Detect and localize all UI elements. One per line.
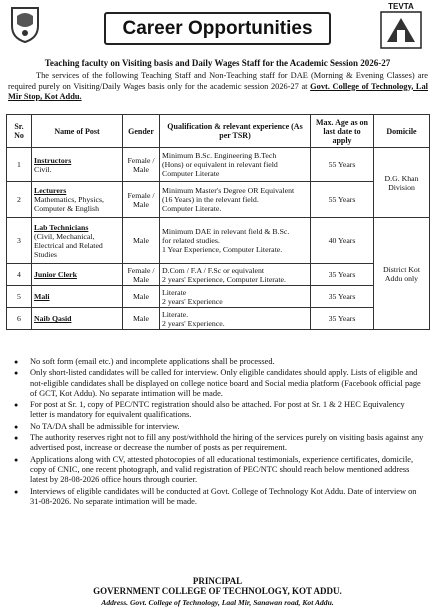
row-post <box>32 148 123 182</box>
post-title: Naib Qasid <box>34 314 72 323</box>
post-subtitle: Civil. <box>34 164 52 174</box>
row-qualification <box>160 264 311 286</box>
table-row <box>7 182 430 218</box>
note-item: ● No TA/DA shall be admissible for interview. <box>14 422 424 432</box>
row-sr: 5 <box>7 286 32 308</box>
table-row <box>7 308 430 330</box>
qualification-line: Minimum DAE in relevant field & B.Sc. <box>162 227 290 236</box>
note-item: ● No soft form (email etc.) and incomplete applications shall be processed. <box>14 357 424 367</box>
note-item: ● Applications along with CV, attested photocopies of all educational testimonials, experience certificates, domicile, copy of CNIC, one recent photograph, and valid registration of PEC/NTC should reach below mentioned address latest by 28-08-2026 office hours through courier. <box>14 455 424 486</box>
tevta-logo <box>375 2 427 52</box>
row-age: 55 Years <box>311 148 374 182</box>
header-post-name: Name of Post <box>32 115 123 148</box>
domicile-dg-khan: D.G. Khan Division <box>374 148 430 218</box>
table-row <box>7 286 430 308</box>
row-qualification <box>160 308 311 330</box>
qualification-line: 2 years' Experience. <box>162 318 225 328</box>
note-item: ● The authority reserves right not to fill any post/withhold the hiring of the services purely on visiting basis against any advertised post, increase or decrease the number of posts as per requirement. <box>14 433 424 453</box>
footer-address: Address. Govt. College of Technology, Laal Mir, Sanawan road, Kot Addu. <box>101 598 334 607</box>
post-title: Instructors <box>34 155 72 165</box>
intro-college-address: Govt. College of Technology, Lal Mir Stop, Kot Addu. <box>8 81 429 101</box>
table-row <box>7 218 430 264</box>
post-title: Junior Clerk <box>34 270 77 279</box>
post-subtitle: (Civil, Mechanical, Electrical and Related Studies <box>34 231 103 259</box>
header-gender: Gender <box>123 115 160 148</box>
header-max-age: Max. Age as on last date to apply <box>311 115 374 148</box>
note-item: ● Interviews of eligible candidates will be conducted at Govt. College of Technology Kot Addu. Date of interview on 31-08-2026. No separate intimation will be made. <box>14 487 424 507</box>
qualification-line: Computer Literate <box>162 169 220 178</box>
post-title: Lecturers <box>34 186 67 195</box>
qualification-line: Minimum B.Sc. Engineering B.Tech <box>162 151 277 160</box>
table-row <box>7 264 430 286</box>
row-qualification <box>160 148 311 182</box>
qualification-line: Computer Literate. <box>162 204 222 213</box>
header-qualification: Qualification & relevant experience (As per TSR) <box>160 115 311 148</box>
qualification-line: Literate <box>162 287 187 297</box>
header-domicile: Domicile <box>374 115 430 148</box>
qualification-line: for related studies. <box>162 236 220 245</box>
row-age: 35 Years <box>311 264 374 286</box>
qualification-line: D.Com / F.A / F.Sc or equivalent <box>162 265 265 275</box>
note-item: ● For post at Sr. 1, copy of PEC/NTC registration should also be attached. For post at Sr. 1 & 2 HEC Equivalency letter is mandatory for equivalent qualifications. <box>14 400 424 420</box>
row-sr: 6 <box>7 308 32 330</box>
qualification-line: 2 years' Experience, Computer Literate. <box>162 274 286 284</box>
row-gender: Female / Male <box>123 264 160 286</box>
row-post <box>32 286 123 308</box>
post-title: Lab Technicians <box>34 222 89 232</box>
row-qualification <box>160 218 311 264</box>
qualification-line: (Hons) or equivalent in relevant field <box>162 160 278 169</box>
subheading: Teaching faculty on Visiting basis and Daily Wages Staff for the Academic Session 2026-27 <box>44 58 391 68</box>
row-post <box>32 218 123 264</box>
qualification-line: Literate. <box>162 309 189 319</box>
row-sr: 1 <box>7 148 32 182</box>
notes-list <box>14 357 424 508</box>
intro-text: The services of the following Teaching Staff and Non-Teaching staff for DAE (Morning & Evening Classes) are required purely on Visiting/Daily Wages basis only for the academic session 2026-27 at <box>8 71 428 91</box>
row-gender: Male <box>123 308 160 330</box>
note-item: ● Only short-listed candidates will be called for interview. Only eligible candidates should apply. Lists of eligible and not-eligible candidates shall be displayed on college notice board and Social media platform (Facebook official page of GCT, Kot Addu). No separate intimation will be made. <box>14 368 424 399</box>
qualification-line: 2 years' Experience <box>162 296 223 306</box>
punjab-emblem-logo <box>8 4 42 44</box>
row-age: 35 Years <box>311 286 374 308</box>
footer-principal: PRINCIPAL <box>192 576 243 586</box>
qualification-line: Minimum Master's Degree OR Equivalent <box>162 186 295 195</box>
row-post <box>32 308 123 330</box>
row-gender: Male <box>123 218 160 264</box>
posts-table <box>6 114 430 330</box>
row-age: 40 Years <box>311 218 374 264</box>
qualification-line: 1 Year Experience, Computer Literate. <box>162 245 283 254</box>
intro-paragraph <box>8 71 428 103</box>
row-sr: 4 <box>7 264 32 286</box>
row-sr: 3 <box>7 218 32 264</box>
table-row <box>7 148 430 182</box>
tevta-logo-text: TEVTA <box>388 2 414 11</box>
row-post <box>32 182 123 218</box>
header-sr-no: Sr. No <box>7 115 32 148</box>
qualification-line: (16 Years) in the relevant field. <box>162 195 259 204</box>
row-age: 55 Years <box>311 182 374 218</box>
row-gender: Female / Male <box>123 182 160 218</box>
post-subtitle: Mathematics, Physics, Computer & English <box>34 195 104 213</box>
table-header-row <box>7 115 430 148</box>
post-title: Mali <box>34 292 50 301</box>
row-qualification <box>160 286 311 308</box>
page-title: Career Opportunities <box>104 12 331 45</box>
domicile-kot-addu: District Kot Addu only <box>374 218 430 330</box>
footer-college-name: GOVERNMENT COLLEGE OF TECHNOLOGY, KOT ADDU. <box>93 586 342 596</box>
row-post <box>32 264 123 286</box>
row-age: 35 Years <box>311 308 374 330</box>
row-gender: Female / Male <box>123 148 160 182</box>
row-sr: 2 <box>7 182 32 218</box>
row-qualification <box>160 182 311 218</box>
row-gender: Male <box>123 286 160 308</box>
